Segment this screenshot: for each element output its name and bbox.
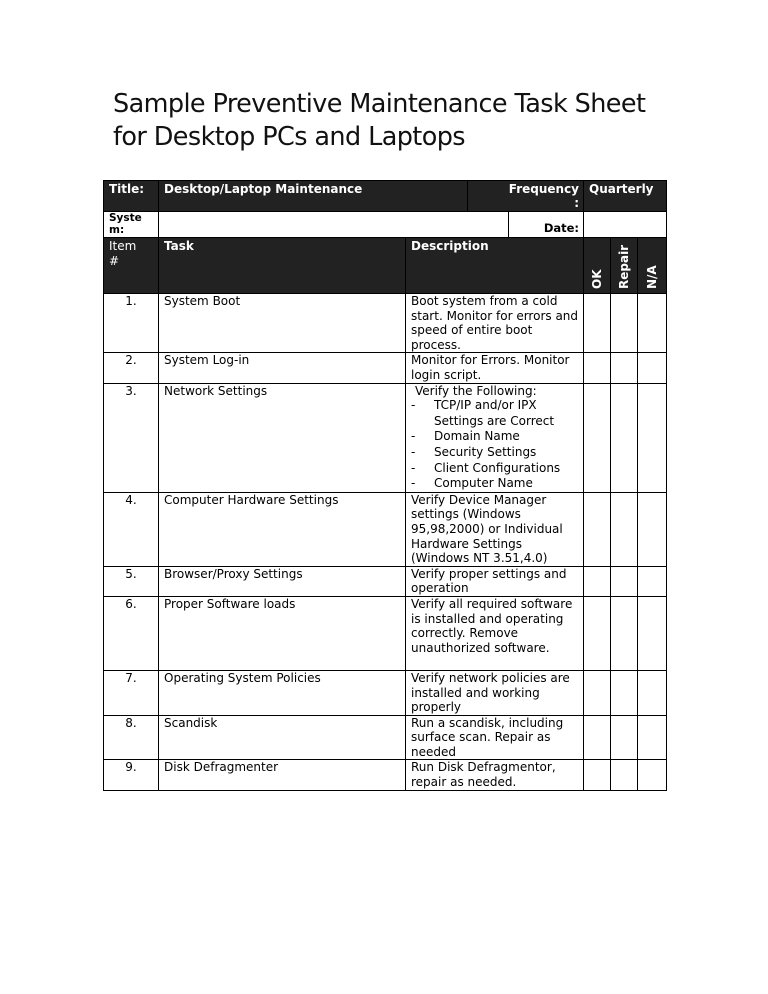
frequency-colon: : [574, 196, 580, 210]
frequency-label-wrap [509, 182, 579, 210]
task-description: Boot system from a cold start. Monitor for errors and speed of entire boot process. [406, 294, 584, 353]
repair-checkbox[interactable] [611, 760, 638, 790]
table-row [104, 670, 667, 715]
repair-checkbox[interactable] [611, 715, 638, 760]
col-task: Task [159, 238, 406, 294]
col-item: Item # [104, 238, 159, 294]
item-number: 1. [104, 294, 159, 353]
ok-checkbox[interactable] [584, 383, 611, 492]
repair-checkbox[interactable] [611, 383, 638, 492]
task-name: Network Settings [159, 383, 406, 492]
ok-checkbox[interactable] [584, 596, 611, 670]
ok-checkbox[interactable] [584, 715, 611, 760]
na-checkbox[interactable] [638, 383, 667, 492]
task-description: Run Disk Defragmentor, repair as needed. [406, 760, 584, 790]
item-number: 9. [104, 760, 159, 790]
table-row [104, 596, 667, 670]
na-checkbox[interactable] [638, 566, 667, 596]
item-number: 6. [104, 596, 159, 670]
description-lead: Verify the Following: [415, 383, 537, 398]
title-value-cell [159, 181, 584, 212]
col-description: Description [406, 238, 584, 294]
date-label: Date: [543, 221, 580, 235]
na-checkbox[interactable] [638, 670, 667, 715]
repair-checkbox[interactable] [611, 353, 638, 383]
task-name: Computer Hardware Settings [159, 492, 406, 566]
list-item: - Security Settings [411, 444, 537, 459]
description-list [411, 398, 580, 492]
table-row [104, 715, 667, 760]
table-row [104, 353, 667, 383]
task-name: Operating System Policies [159, 670, 406, 715]
item-number: 8. [104, 715, 159, 760]
table-row [104, 492, 667, 566]
task-description [406, 383, 584, 492]
document-title [113, 88, 673, 154]
repair-checkbox[interactable] [611, 566, 638, 596]
list-item: - TCP/IP and/or IPX Settings are Correct [411, 398, 555, 428]
task-description: Monitor for Errors. Monitor login script. [406, 353, 584, 383]
task-description: Verify all required software is installed and operating correctly. Remove unauthorized software. [406, 596, 584, 670]
item-number: 7. [104, 670, 159, 715]
column-header-row [104, 238, 667, 294]
title-row [104, 181, 667, 212]
na-checkbox[interactable] [638, 596, 667, 670]
repair-checkbox[interactable] [611, 492, 638, 566]
item-number: 3. [104, 383, 159, 492]
ok-checkbox[interactable] [584, 760, 611, 790]
na-checkbox[interactable] [638, 294, 667, 353]
task-name: Browser/Proxy Settings [159, 566, 406, 596]
frequency-label: Frequency [508, 182, 580, 196]
task-description: Verify network policies are installed and working properly [406, 670, 584, 715]
col-na: N/A [638, 238, 667, 294]
table-row [104, 760, 667, 790]
table-row [104, 566, 667, 596]
item-number: 5. [104, 566, 159, 596]
title-value: Desktop/Laptop Maintenance [164, 182, 363, 196]
system-field[interactable] [159, 212, 584, 238]
task-name: Disk Defragmenter [159, 760, 406, 790]
col-ok: OK [584, 238, 611, 294]
ok-checkbox[interactable] [584, 670, 611, 715]
title-line-2: for Desktop PCs and Laptops [113, 122, 465, 152]
title-label: Title: [104, 181, 159, 212]
na-checkbox[interactable] [638, 760, 667, 790]
item-number: 2. [104, 353, 159, 383]
system-label: Syste m: [104, 212, 159, 238]
task-name: System Boot [159, 294, 406, 353]
repair-checkbox[interactable] [611, 294, 638, 353]
frequency-value: Quarterly [584, 181, 667, 212]
na-checkbox[interactable] [638, 492, 667, 566]
na-checkbox[interactable] [638, 715, 667, 760]
item-number: 4. [104, 492, 159, 566]
maintenance-table [103, 180, 667, 791]
task-description: Run a scandisk, including surface scan. Repair as needed [406, 715, 584, 760]
task-description: Verify Device Manager settings (Windows 95,98,2000) or Individual Hardware Settings (Windows NT 3.51,4.0) [406, 492, 584, 566]
repair-checkbox[interactable] [611, 670, 638, 715]
task-name: System Log-in [159, 353, 406, 383]
list-item: - Domain Name [411, 429, 520, 444]
list-item: - Client Configurations [411, 460, 561, 475]
title-line-1: Sample Preventive Maintenance Task Sheet [113, 89, 646, 119]
task-name: Scandisk [159, 715, 406, 760]
table-row [104, 383, 667, 492]
ok-checkbox[interactable] [584, 294, 611, 353]
system-row [104, 212, 667, 238]
list-item: - Computer Name [411, 476, 533, 491]
task-name: Proper Software loads [159, 596, 406, 670]
task-description: Verify proper settings and operation [406, 566, 584, 596]
table-row [104, 294, 667, 353]
na-checkbox[interactable] [638, 353, 667, 383]
ok-checkbox[interactable] [584, 492, 611, 566]
ok-checkbox[interactable] [584, 353, 611, 383]
ok-checkbox[interactable] [584, 566, 611, 596]
repair-checkbox[interactable] [611, 596, 638, 670]
date-field[interactable] [584, 212, 667, 238]
col-repair: Repair [611, 238, 638, 294]
